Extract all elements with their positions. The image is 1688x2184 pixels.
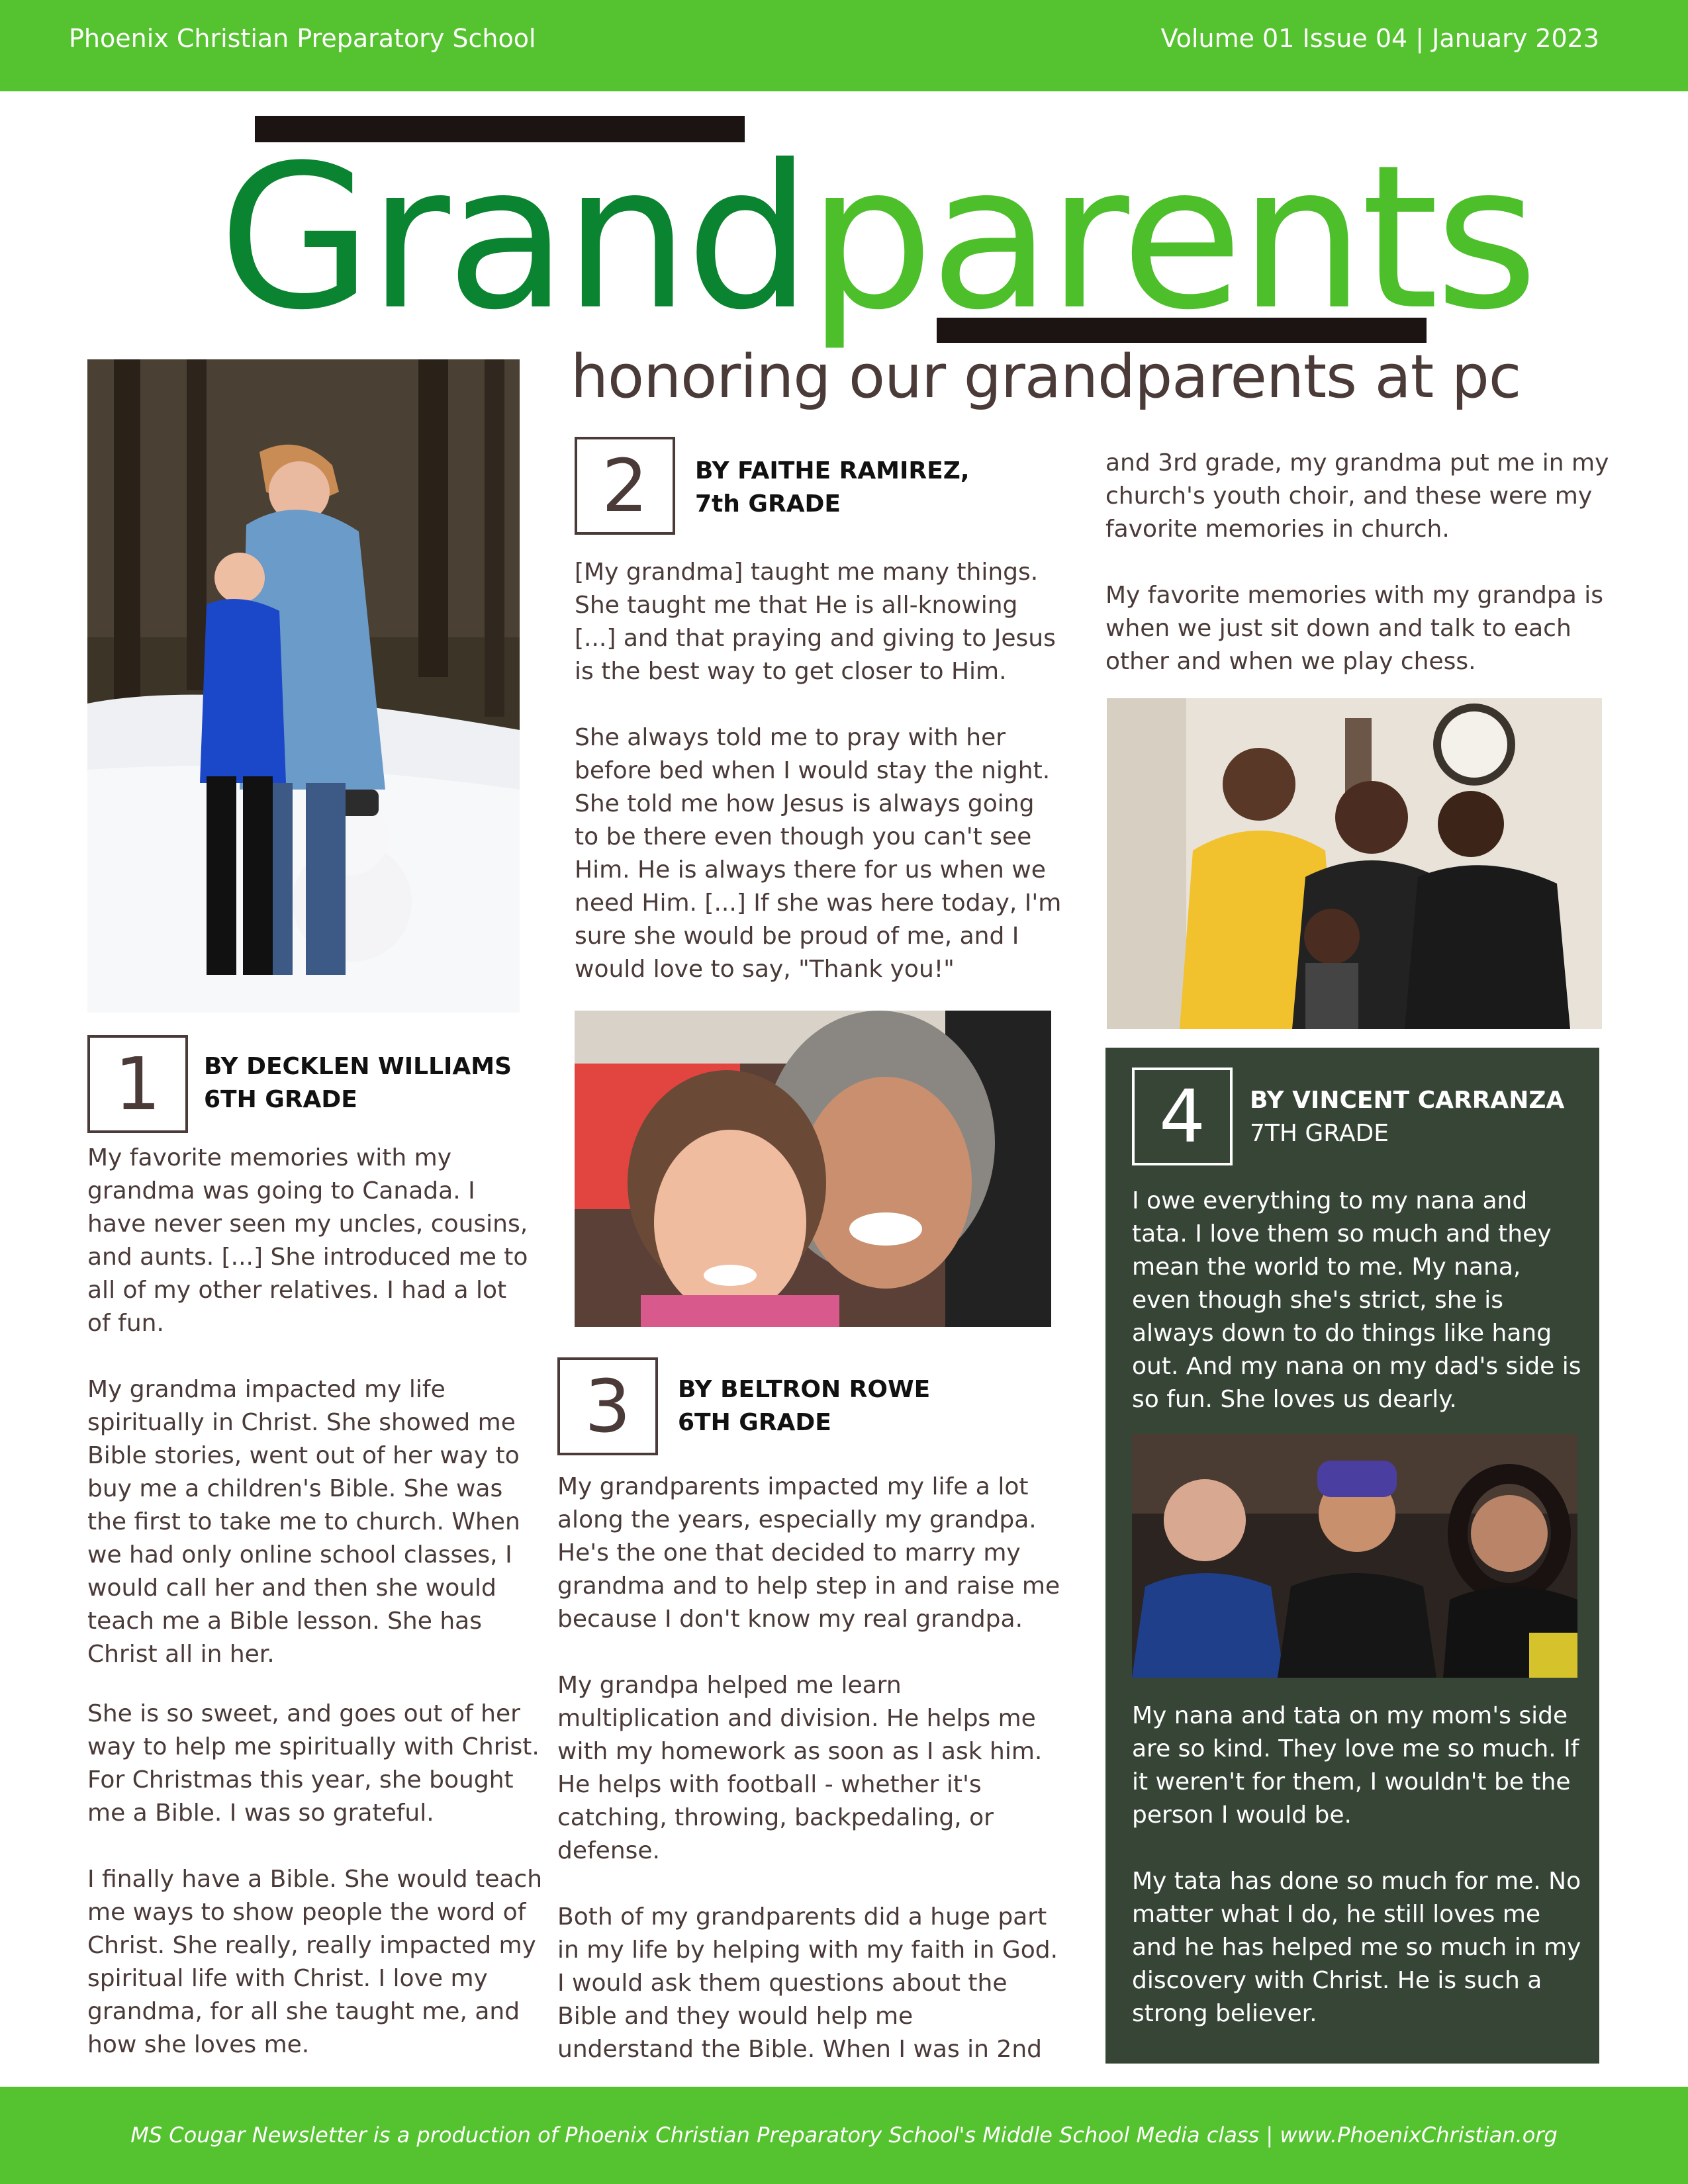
story-1-author: BY DECKLEN WILLIAMS (204, 1053, 512, 1080)
issue-info: Volume 01 Issue 04 | January 2023 (1160, 24, 1599, 53)
photo-nana-tata (1132, 1434, 1577, 1678)
story-3-grade: 6TH GRADE (678, 1409, 831, 1436)
story-4-panel (1105, 1048, 1599, 2064)
title-part-parents: parents (808, 122, 1534, 353)
story-1-byline (204, 1050, 512, 1116)
story-4-text: I owe everything to my nana and tata. I love them so much and they mean the world to me. My nana, even though she's strict, she is always down to do things like hang out. And my nana on my dad's side is so fun. She loves us dearly. (1132, 1187, 1581, 1413)
story-4-text-continued: My nana and tata on my mom's side are so kind. They love me so much. If it weren't for them, I wouldn't be the person I would be. My tata has done so much for me. No matter what I do, he still loves me and he has helped me so much in my discovery with Christ. He is such a strong believer. (1132, 1702, 1581, 2027)
photo-girl-grandma (575, 1011, 1051, 1327)
photo-grandma-boy-snow (87, 359, 520, 1013)
story-2-text: [My grandma] taught me many things. She taught me that He is all-knowing [...] and that praying and giving to Jesus is the best way to get closer to Him. She always told me to pray with her before bed when I would stay the night. She told me how Jesus is always going to be there even though you can't see Him. He is always there for us when we need Him. [...] If she was here today, I'm sure she would be proud of me, and I would love to say, "Thank you!" (575, 559, 1062, 983)
photo-family-clock (1107, 698, 1602, 1029)
story-number-3: 3 (557, 1357, 658, 1455)
masthead-title (218, 122, 1536, 353)
story-4-byline (1250, 1084, 1564, 1150)
story-3-text-continued: and 3rd grade, my grandma put me in my church's youth choir, and these were my favorite memories in church. My favorite memories with my grandpa is when we just sit down and talk to each other and when we play chess. (1105, 449, 1609, 675)
story-number-2: 2 (575, 437, 675, 535)
story-4-grade: 7TH GRADE (1250, 1120, 1389, 1147)
footer-bar (0, 2087, 1688, 2184)
story-2-author: BY FAITHE RAMIREZ, (695, 457, 970, 484)
story-number-4: 4 (1132, 1068, 1233, 1165)
masthead-subtitle: honoring our grandparents at pc (571, 342, 1521, 412)
school-name: Phoenix Christian Preparatory School (69, 24, 536, 53)
story-number-1: 1 (87, 1035, 188, 1133)
footer-text: MS Cougar Newsletter is a production of Phoenix Christian Preparatory School's Middle School Media class | www.PhoenixChristian.org (130, 2122, 1558, 2148)
story-2-grade: 7th GRADE (695, 490, 841, 518)
story-3-byline (678, 1373, 930, 1439)
story-2-byline (695, 455, 970, 521)
header-bar (0, 0, 1688, 91)
story-1-grade: 6TH GRADE (204, 1086, 357, 1113)
story-3-text: My grandparents impacted my life a lot along the years, especially my grandpa. He's the one that decided to marry my grandma and to help step in and raise me because I don't know my real grandpa. My grandpa helped me learn multiplication and division. He helps me with my homework as soon as I ask him. He helps with football - whether it's catching, throwing, backpedaling, or defense. Both of my grandparents did a huge part in my life by helping with my faith in God. I would ask them questions about the Bible and they would help me understand the Bible. When I was in 2nd (557, 1473, 1060, 2063)
story-1-text-continued: She is so sweet, and goes out of her way to help me spiritually with Christ. For Christmas this year, she bought me a Bible. I was so grateful. I finally have a Bible. She would teach me ways to show people the word of Christ. She really, really impacted my spiritual life with Christ. I love my grandma, for all she taught me, and how she loves me. (87, 1700, 543, 2058)
title-part-grand: Grand (218, 122, 808, 353)
story-1-text: My favorite memories with my grandma was going to Canada. I have never seen my uncles, cousins, and aunts. [...] She introduced me to all of my other relatives. I had a lot of fun. My grandma impacted my life spiritually in Christ. She showed me Bible stories, went out of her way to buy me a children's Bible. She was the first to take me to church. When we had only online school classes, I would call her and then she would teach me a Bible lesson. She has Christ all in her. (87, 1144, 528, 1668)
story-4-author: BY VINCENT CARRANZA (1250, 1087, 1565, 1114)
story-3-author: BY BELTRON ROWE (678, 1376, 931, 1403)
